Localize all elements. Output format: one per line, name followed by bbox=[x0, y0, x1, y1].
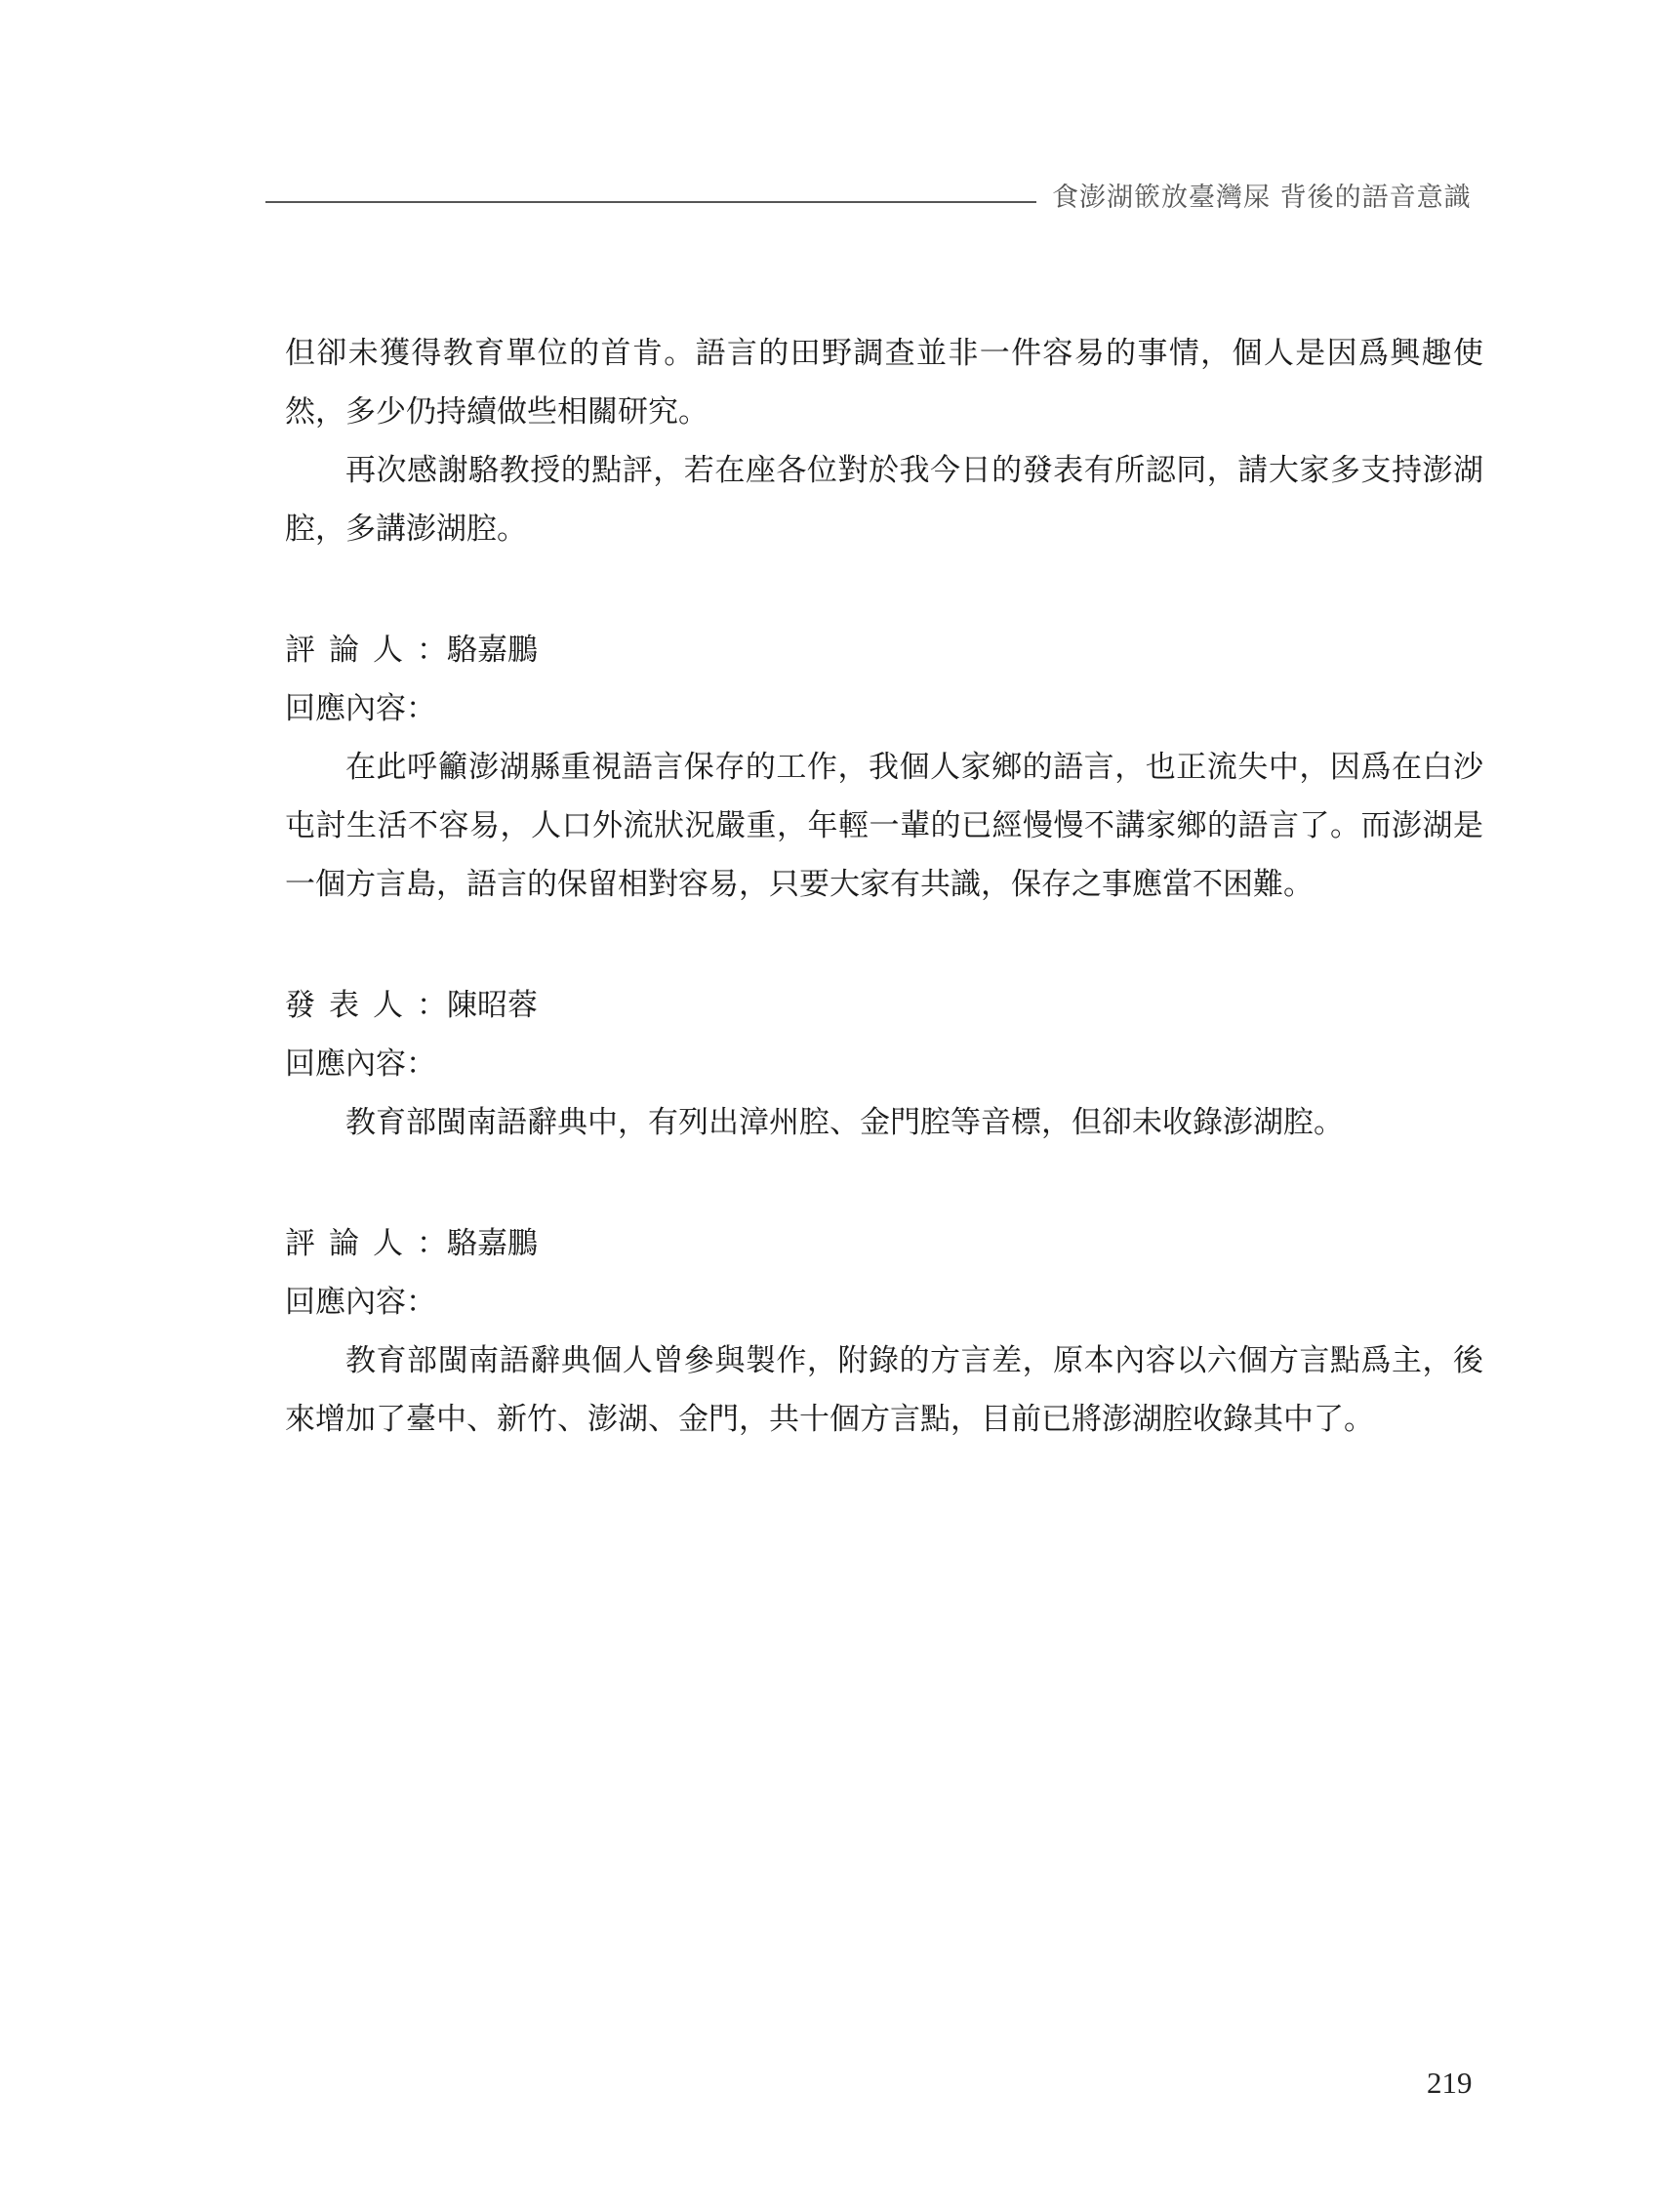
speaker-name: 駱嘉鵬 bbox=[447, 633, 538, 668]
page-body bbox=[285, 324, 1483, 1449]
response-text: 在此呼籲澎湖縣重視語言保存的工作，我個人家鄉的語言，也正流失中，因爲在白沙屯討生活不容易，人口外流狀況嚴重，年輕一輩的已經慢慢不講家鄉的語言了。而澎湖是一個方言島，語言的保留相對容易，只要大家有共識，保存之事應當不困難。 bbox=[285, 750, 1483, 902]
speaker-line bbox=[285, 621, 1483, 679]
speaker-name: 駱嘉鵬 bbox=[447, 1226, 538, 1261]
speaker-line bbox=[285, 976, 1483, 1035]
response-label: 回應內容： bbox=[285, 1046, 436, 1082]
running-head: 食澎湖篏放臺灣屎 背後的語音意識 bbox=[1052, 183, 1472, 213]
role-colon: ： bbox=[417, 633, 447, 668]
role-label: 發表人 bbox=[285, 988, 417, 1023]
opening-paragraph-1: 但卻未獲得教育單位的首肯。語言的田野調查並非一件容易的事情，個人是因爲興趣使然，多少仍持續做些相關研究。 bbox=[285, 336, 1483, 430]
header-rule bbox=[265, 201, 1036, 203]
opening-paragraph-2: 再次感謝駱教授的點評，若在座各位對於我今日的發表有所認同，請大家多支持澎湖腔，多講澎湖腔。 bbox=[285, 453, 1483, 547]
response-text: 教育部閩南語辭典個人曾參與製作，附錄的方言差，原本內容以六個方言點爲主，後來增加了臺中、新竹、澎湖、金門，共十個方言點，目前已將澎湖腔收錄其中了。 bbox=[285, 1343, 1483, 1437]
response-label: 回應內容： bbox=[285, 1285, 436, 1320]
exchange-2 bbox=[285, 976, 1483, 1152]
speaker-name: 陳昭蓉 bbox=[447, 988, 538, 1023]
response-label: 回應內容： bbox=[285, 691, 436, 726]
role-colon: ： bbox=[417, 988, 447, 1023]
page-number: 219 bbox=[1427, 2066, 1473, 2100]
exchange-1 bbox=[285, 621, 1483, 914]
speaker-line bbox=[285, 1214, 1483, 1273]
role-label: 評論人 bbox=[285, 633, 417, 668]
role-colon: ： bbox=[417, 1226, 447, 1261]
role-label: 評論人 bbox=[285, 1226, 417, 1261]
exchange-3 bbox=[285, 1214, 1483, 1449]
response-text: 教育部閩南語辭典中，有列出漳州腔、金門腔等音標，但卻未收錄澎湖腔。 bbox=[345, 1105, 1344, 1140]
